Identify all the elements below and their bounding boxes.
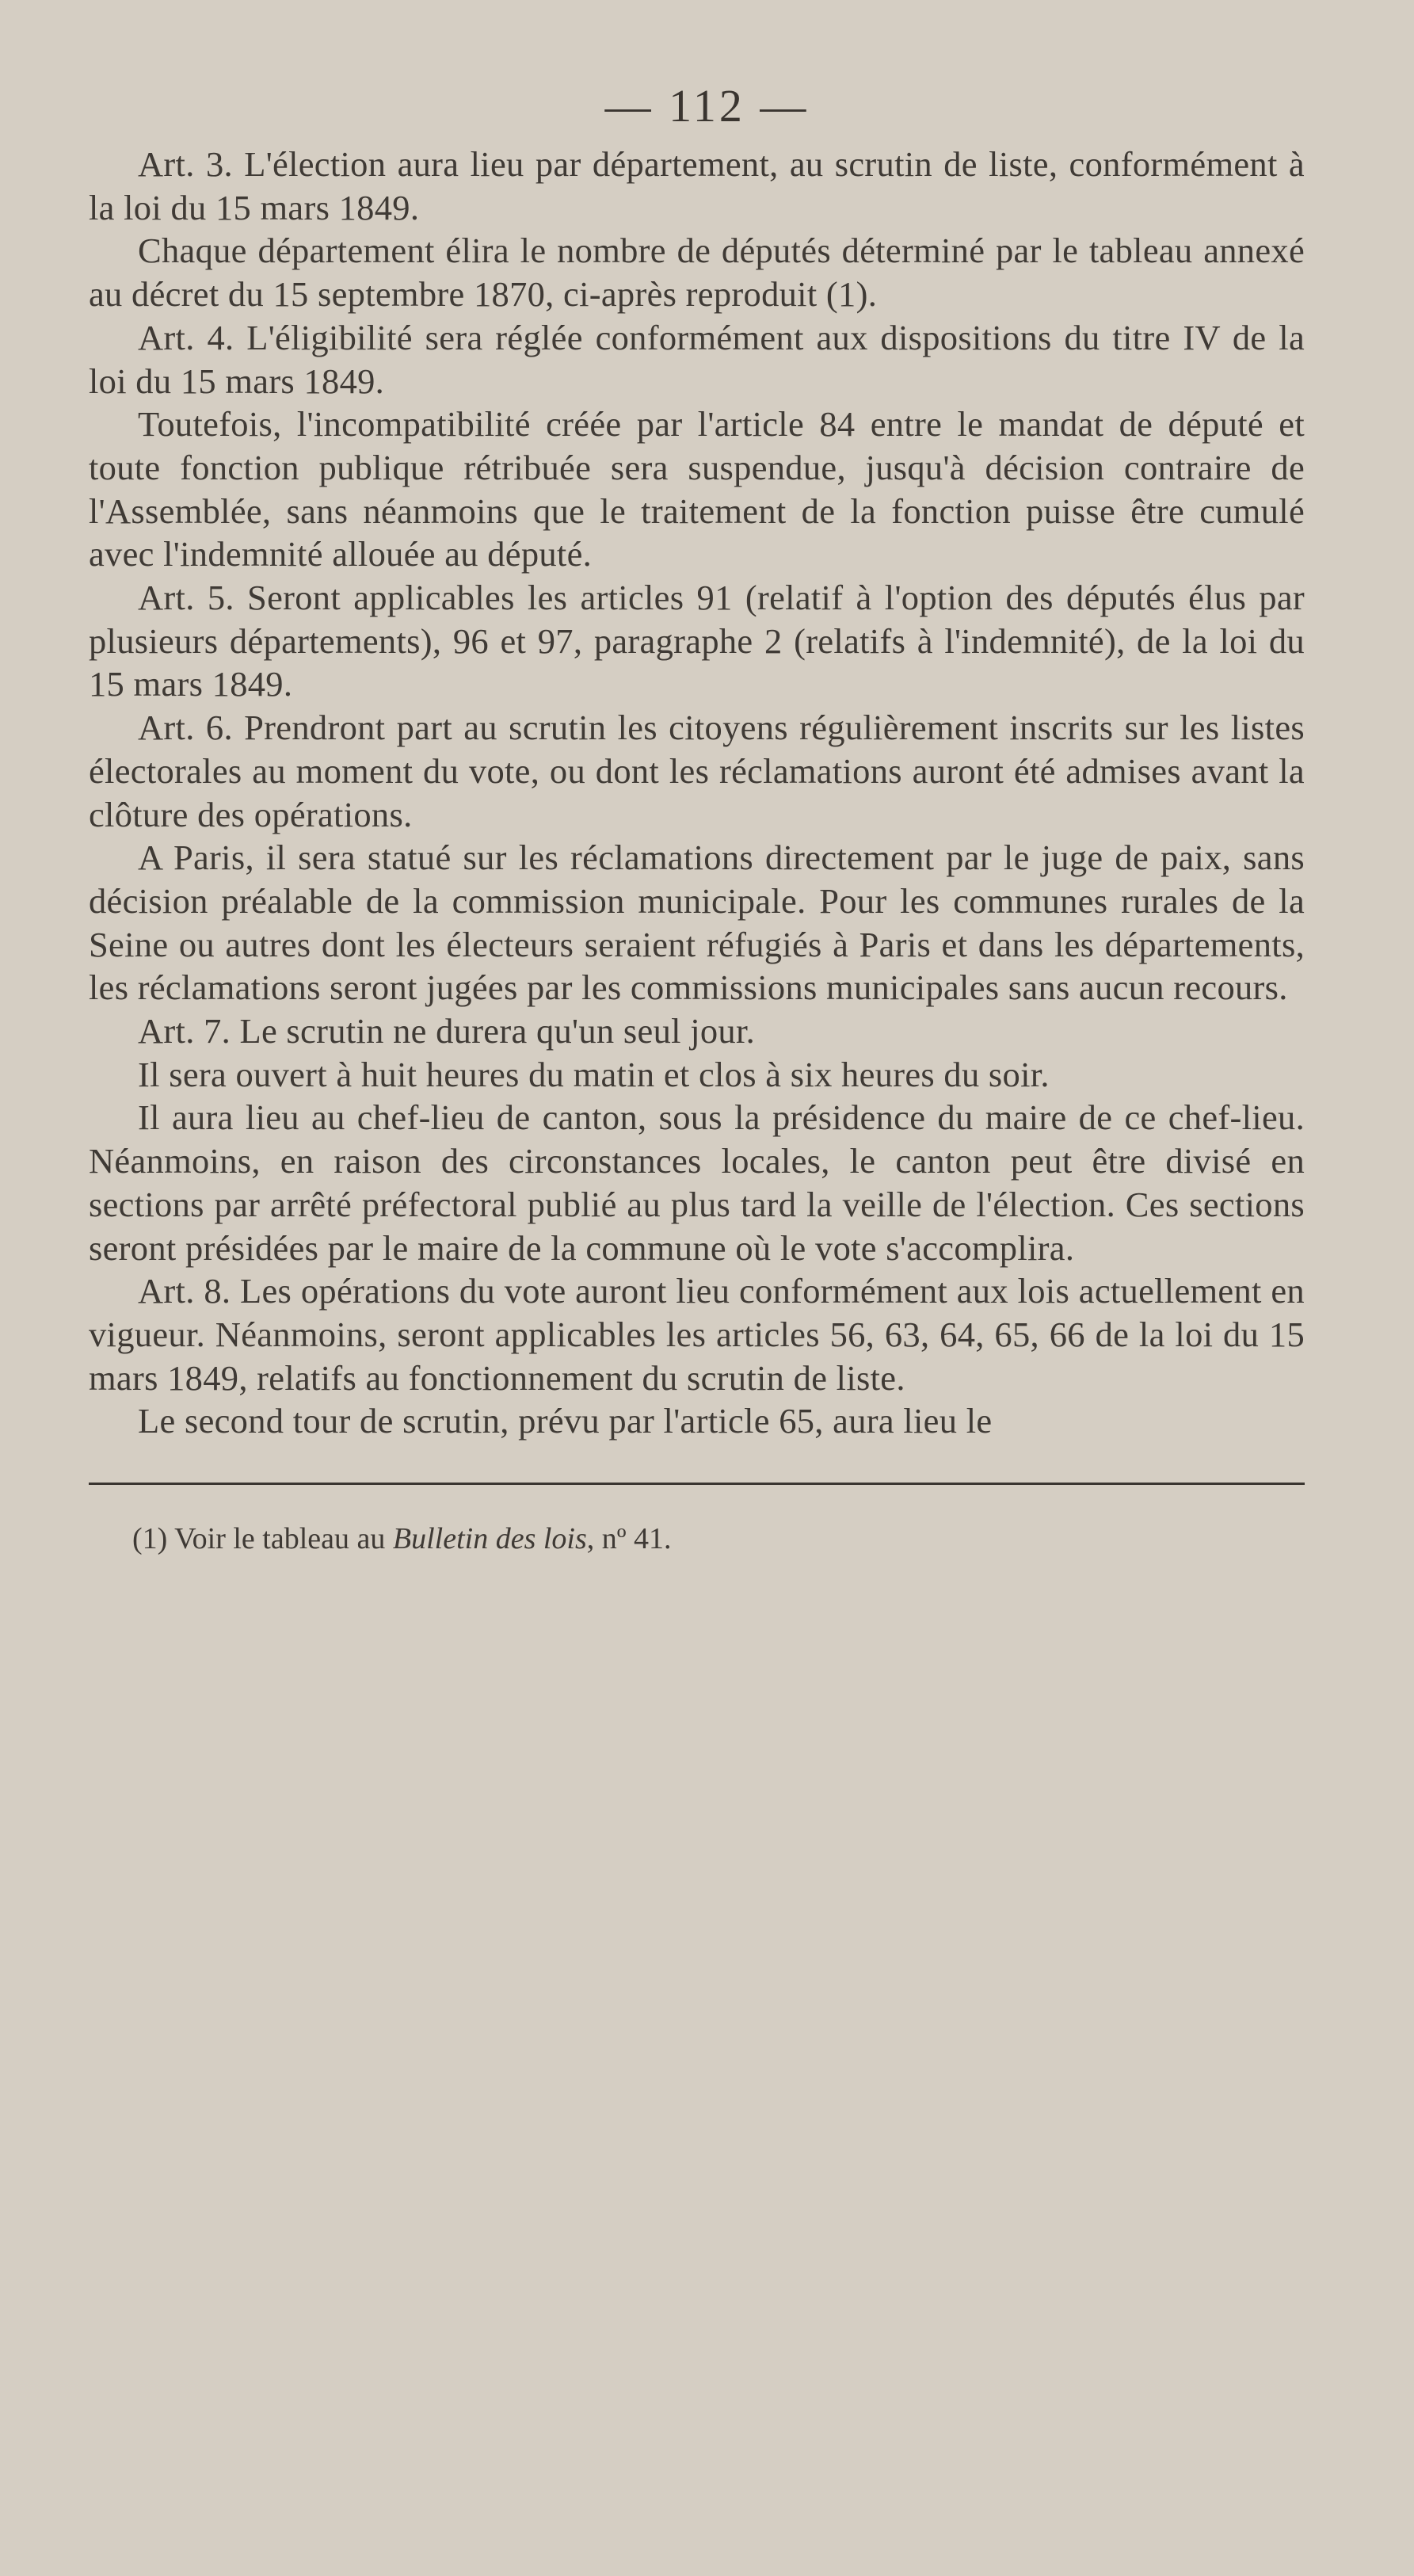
paragraph-art5: Art. 5. Seront applicables les articles 91 (relatif à l'option des députés élus par plusieurs départements), 96 et 97, paragraphe 2 (relatifs à l'indemnité), de la loi du 15 mars 1849. (89, 578, 1305, 704)
page-number: — 112 — (604, 80, 810, 132)
paragraph-art3: Art. 3. L'élection aura lieu par département, au scrutin de liste, conformément à la loi du 15 mars 1849. (89, 144, 1305, 227)
paragraph-art8-second-round: Le second tour de scrutin, prévu par l'article 65, aura lieu le (138, 1401, 993, 1441)
paragraph-art7: Art. 7. Le scrutin ne durera qu'un seul jour. (138, 1011, 756, 1051)
paragraph-art4: Art. 4. L'éligibilité sera réglée conformément aux dispositions du titre IV de la loi du 15 mars 1849. (89, 317, 1305, 401)
paragraph-art8: Art. 8. Les opérations du vote auront lieu conformément aux lois actuellement en vigueur. Néanmoins, seront applicables les articles 56, 63, 64, 65, 66 de la loi du 15 mars 1849, relatifs au fonctionnement du scrutin de liste. (89, 1271, 1305, 1398)
paragraph-art7-hours: Il sera ouvert à huit heures du matin et clos à six heures du soir. (138, 1054, 1050, 1094)
footnote-prefix: (1) Voir le tableau au (132, 1522, 393, 1555)
footnote-bulletin-title: Bulletin des lois (392, 1522, 587, 1555)
paragraph-art3-deputies: Chaque département élira le nombre de députés déterminé par le tableau annexé au décret du 15 septembre 1870, ci-après reproduit (1). (89, 231, 1305, 315)
body-text (89, 143, 1305, 1443)
footnote-divider (89, 1483, 1305, 1485)
paragraph-art6-paris: A Paris, il sera statué sur les réclamations directement par le juge de paix, sans décision préalable de la commission municipale. Pour les communes rurales de la Seine ou autres dont les électeurs seraient réfugiés à Paris et dans les départements, les réclamations seront jugées par les commissions municipales sans aucun recours. (89, 838, 1305, 1008)
paragraph-art7-location: Il aura lieu au chef-lieu de canton, sous la présidence du maire de ce chef-lieu. Néanmoins, en raison des circonstances locales, le canton peut être divisé en sections par arrêté préfectoral publié au plus tard la veille de l'élection. Ces sections seront présidées par le maire de la commune où le vote s'accomplira. (89, 1097, 1305, 1268)
footnote-suffix: , nº 41. (586, 1522, 672, 1555)
paragraph-art6: Art. 6. Prendront part au scrutin les citoyens régulièrement inscrits sur les listes électorales au moment du vote, ou dont les réclamations auront été admises avant la clôture des opérations. (89, 708, 1305, 834)
footnote (132, 1521, 672, 1557)
paragraph-art4-incompatibility: Toutefois, l'incompatibilité créée par l'article 84 entre le mandat de député et toute fonction publique rétribuée sera suspendue, jusqu'à décision contraire de l'Assemblée, sans néanmoins que le traitement de la fonction puisse être cumulé avec l'indemnité allouée au député. (89, 404, 1305, 574)
